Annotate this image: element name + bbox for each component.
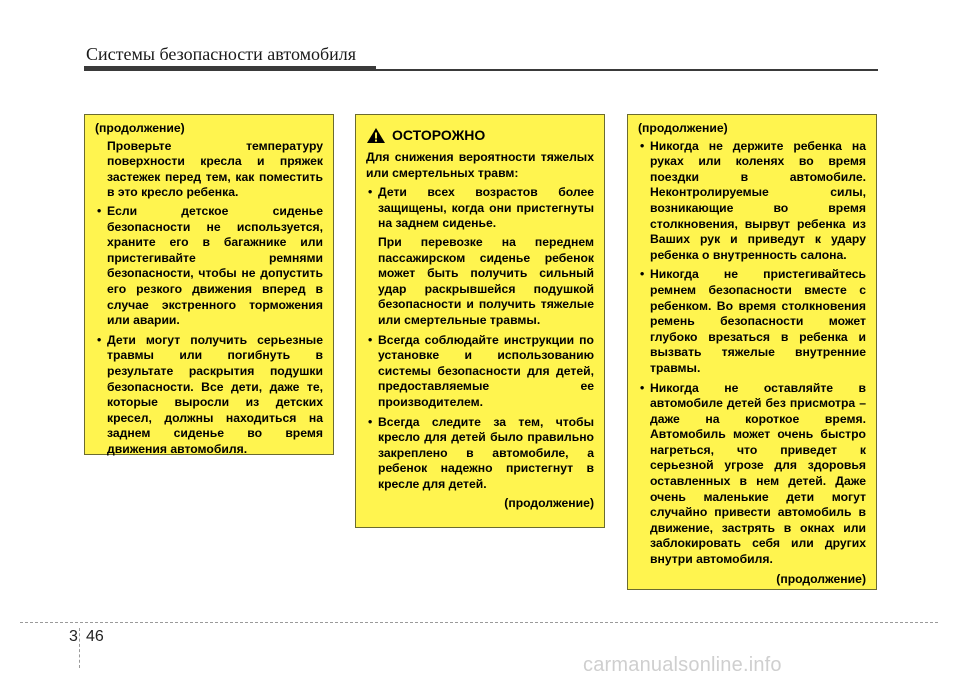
list-item-text: • Дети всех возрастов более защищены, когда они пристегнуты на заднем сиденье. [378,185,594,231]
bullet-list [638,139,866,568]
warning-box [355,114,605,528]
footer-divider [20,622,938,623]
warning-intro: Для снижения вероятности тяжелых или смертельных травм: [366,150,594,180]
list-item: • Всегда соблюдайте инструкции по установке и использованию системы безопасности для детей, предоставляемые ее производителем. [366,333,594,411]
bullet-list [366,185,594,492]
page-number: 46 [86,628,104,645]
list-item: • Никогда не оставляйте в автомобиле детей без присмотра – даже на короткое время. Автомобиль может очень быстро нагреться, что приведет к серьезной угрозе для здоровья оставленных в нем детей. Даже очень маленькие дети могут случайно привести автомобиль в движение, застрять в окнах или заблокировать себя или других внутри автомобиля. [638,381,866,568]
list-item: • Дети могут получить серьезные травмы или погибнуть в результате раскрытия подушки безопасности. Все дети, даже те, которые выросли из детских кресел, должны находиться на заднем сиденье во время движения автомобиля. [95,333,323,458]
continued-label: (продолжение) [776,571,866,586]
list-item: • Никогда не держите ребенка на руках или коленях во время поездки в автомобиле. Неконтролируемые силы, возникающие во время столкновения, вырвут ребенка из Ваших рук и приведут к удару ребенка о внутренность салона. [638,139,866,264]
header-rule [84,66,376,71]
continued-label: (продолжение) [638,121,728,135]
watermark: carmanualsonline.info [583,654,782,676]
list-item [366,185,594,328]
footer-vertical-divider [79,628,80,668]
lead-paragraph: Проверьте температуру поверхности кресла и пряжек застежек перед тем, как поместить в это кресло ребенка. [107,138,323,200]
bullet-list [95,204,323,458]
warning-title: ОСТОРОЖНО [392,126,486,143]
continued-label: (продолжение) [504,496,594,511]
warning-heading [366,127,594,144]
section-number: 3 [69,628,78,645]
warning-triangle-icon [366,127,386,144]
list-item: • Если детское сиденье безопасности не используется, храните его в багажнике или пристегивайте ремнями безопасности, чтобы не допустить его резкого движения вперед в случае экстренного торможения или аварии. [95,204,323,329]
list-item: • Всегда следите за тем, чтобы кресло для детей было правильно закреплено в автомобиле, а ребенок надежно пристегнут в кресле для детей. [366,415,594,493]
list-item-subparagraph: При перевозке на переднем пассажирском сиденье ребенок может быть получить сильный удар раскрывшейся подушкой безопасности и получить тяжелые или смертельные травмы. [378,234,594,327]
note-box-left [84,114,334,455]
note-box-right [627,114,877,590]
continued-label: (продолжение) [95,121,185,135]
page-header-title: Системы безопасности автомобиля [86,44,357,64]
header-rule-thin [376,69,878,71]
list-item: • Никогда не пристегивайтесь ремнем безопасности вместе с ребенком. Во время столкновения ремень безопасности может глубоко врезаться в ребенка и вызвать тяжелые внутренние травмы. [638,267,866,376]
